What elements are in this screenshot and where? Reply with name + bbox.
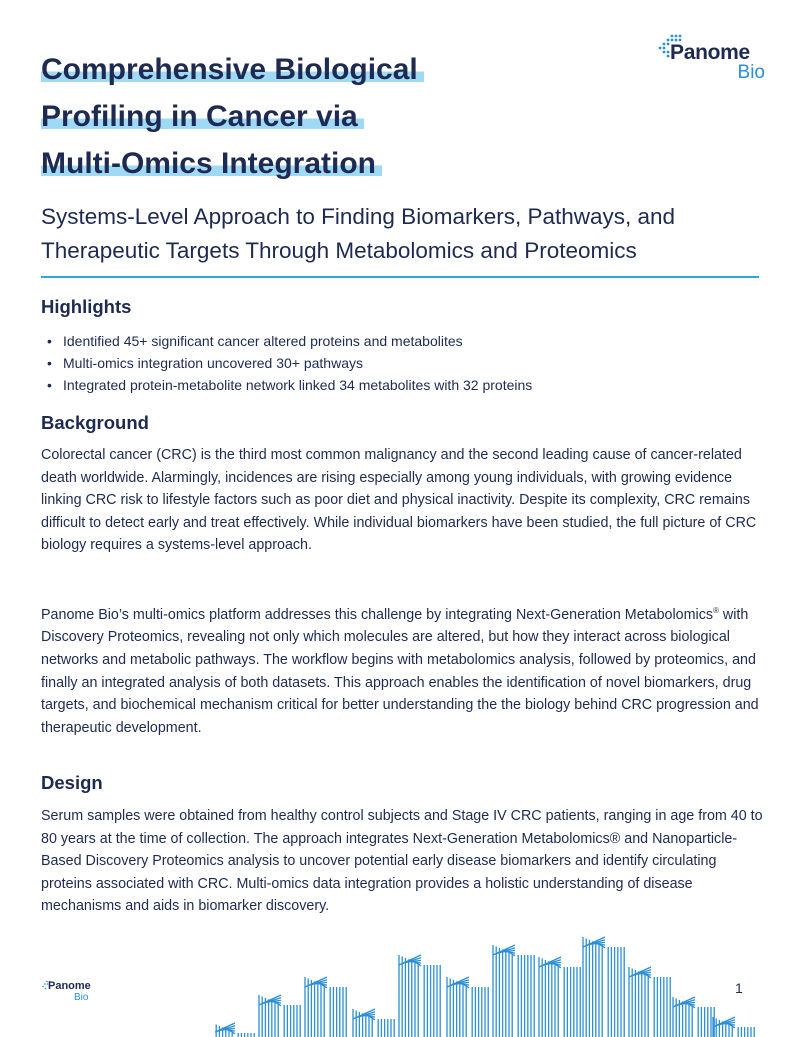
design-paragraph: Serum samples were obtained from healthy control subjects and Stage IV CRC patients, ranging in age from 40 to 80 years at the time of collection. The approach integrates Next-Generation Metabolomics® and Nanoparticle-Based Discovery Proteomics analysis to uncover potential early disease biomarkers and identify circulating proteins associated with CRC. Multi-omics data integration provides a holistic understanding of disease mechanisms and aids in biomarker discovery. bbox=[41, 808, 763, 915]
background-paragraph-2: Panome Bio’s multi-omics platform addresses this challenge by integrating Next-Generation Metabolomics® with Discovery Proteomics, revealing not only which molecules are altered, but how they interact across biological networks and metabolic pathways. The workflow begins with metabolomics analysis, followed by proteomics, and finally an integrated analysis of both datasets. This approach enables the identification of novel biomarkers, drug targets, and biochemical mechanism critical for better understanding the the biology behind CRC progression and therapeutic development. bbox=[41, 606, 759, 736]
list-item: • Integrated protein-metabolite network linked 34 metabolites with 32 proteins bbox=[41, 374, 532, 396]
page-title bbox=[41, 46, 561, 187]
logo-bio-text: Bio bbox=[737, 62, 765, 83]
footer-brand-text: Panome bbox=[48, 980, 91, 992]
logo-brand-text: Panome bbox=[670, 41, 750, 64]
background-heading: Background bbox=[41, 412, 149, 433]
footer-bio-text: Bio bbox=[74, 992, 89, 1003]
subtitle-divider bbox=[41, 276, 759, 278]
list-item: • Multi-omics integration uncovered 30+ pathways bbox=[41, 352, 532, 374]
footer-logo bbox=[42, 980, 102, 1008]
background-paragraph-1: Colorectal cancer (CRC) is the third most common malignancy and the second leading cause of cancer-related death worldwide. Alarmingly, incidences are rising especially among young individuals, with growing evidence linking CRC risk to lifestyle factors such as poor diet and physical inactivity. Despite its complexity, CRC remains difficult to detect early and treat effectively. While individual biomarkers have been studied, the full picture of CRC biology requires a systems-level approach. bbox=[41, 447, 757, 554]
highlights-heading: Highlights bbox=[41, 296, 132, 317]
title-line: Comprehensive Biological bbox=[41, 46, 561, 93]
page-number: 1 bbox=[735, 980, 743, 996]
list-item: • Identified 45+ significant cancer altered proteins and metabolites bbox=[41, 330, 532, 352]
design-heading: Design bbox=[41, 772, 103, 793]
hexagon-pattern-graphic bbox=[215, 925, 755, 1037]
title-line: Profiling in Cancer via bbox=[41, 93, 561, 140]
page-subtitle: Systems-Level Approach to Finding Biomarkers, Pathways, and Therapeutic Targets Through Metabolomics and Proteomics bbox=[41, 204, 676, 263]
panome-bio-logo bbox=[658, 33, 768, 85]
title-line: Multi-Omics Integration bbox=[41, 140, 561, 187]
highlights-list bbox=[41, 330, 532, 396]
